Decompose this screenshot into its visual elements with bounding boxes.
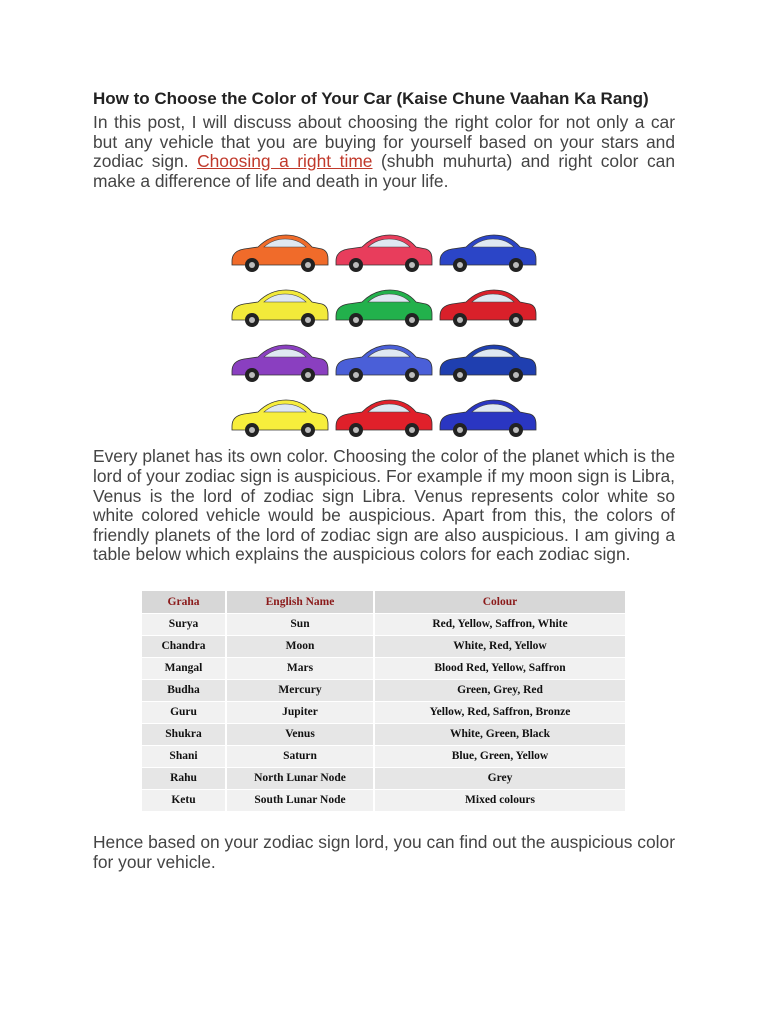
- car-icon: [232, 400, 328, 437]
- table-row: [142, 679, 625, 701]
- intro-text-start: In this post, I will discuss about choosing the right color for not only a car but any vehicle that you are buying for yourself based on your stars and zodiac sign.: [93, 112, 675, 172]
- cell-colour: Yellow, Red, Saffron, Bronze: [374, 701, 625, 723]
- car-icon: [232, 345, 328, 382]
- cell-english-name: Saturn: [226, 745, 374, 767]
- choosing-right-time-link[interactable]: Choosing a right time: [197, 151, 373, 172]
- cell-colour: Blood Red, Yellow, Saffron: [374, 657, 625, 679]
- table-row: [142, 701, 625, 723]
- cell-english-name: South Lunar Node: [226, 789, 374, 811]
- cell-colour: White, Green, Black: [374, 723, 625, 745]
- cell-english-name: Mercury: [226, 679, 374, 701]
- cell-graha: Rahu: [142, 767, 226, 789]
- cell-colour: Grey: [374, 767, 625, 789]
- table-header-row: [142, 591, 625, 614]
- cell-colour: White, Red, Yellow: [374, 635, 625, 657]
- cell-colour: Green, Grey, Red: [374, 679, 625, 701]
- cell-graha: Budha: [142, 679, 226, 701]
- cell-colour: Mixed colours: [374, 789, 625, 811]
- cell-graha: Mangal: [142, 657, 226, 679]
- table-row: [142, 745, 625, 767]
- cell-english-name: Venus: [226, 723, 374, 745]
- cell-english-name: Mars: [226, 657, 374, 679]
- car-icon: [232, 290, 328, 327]
- cell-english-name: North Lunar Node: [226, 767, 374, 789]
- header-english-name: English Name: [226, 591, 374, 614]
- cell-english-name: Sun: [226, 613, 374, 635]
- cell-graha: Shukra: [142, 723, 226, 745]
- table-row: [142, 657, 625, 679]
- car-icon: [336, 400, 432, 437]
- car-colors-image: [93, 221, 675, 443]
- table-row: [142, 613, 625, 635]
- car-icon: [440, 400, 536, 437]
- graha-colour-table: [142, 591, 625, 811]
- table-row: [142, 723, 625, 745]
- cell-colour: Blue, Green, Yellow: [374, 745, 625, 767]
- cell-graha: Shani: [142, 745, 226, 767]
- car-icon: [440, 345, 536, 382]
- cell-english-name: Moon: [226, 635, 374, 657]
- cell-colour: Red, Yellow, Saffron, White: [374, 613, 625, 635]
- header-colour: Colour: [374, 591, 625, 614]
- intro-paragraph: [93, 113, 675, 191]
- article-title: How to Choose the Color of Your Car (Kaise Chune Vaahan Ka Rang): [93, 89, 649, 108]
- cell-english-name: Jupiter: [226, 701, 374, 723]
- table-row: [142, 635, 625, 657]
- car-icon: [336, 290, 432, 327]
- closing-paragraph: Hence based on your zodiac sign lord, you can find out the auspicious color for your vehicle.: [93, 831, 675, 872]
- car-grid-illustration: [226, 221, 538, 443]
- article: [93, 88, 675, 872]
- car-icon: [336, 345, 432, 382]
- header-graha: Graha: [142, 591, 226, 614]
- table-row: [142, 767, 625, 789]
- car-icon: [336, 235, 432, 272]
- car-icon: [232, 235, 328, 272]
- car-icon: [440, 290, 536, 327]
- intro-text-end: (shubh muhurta) and right color can make a difference of life and death in your life.: [93, 151, 675, 191]
- cell-graha: Ketu: [142, 789, 226, 811]
- cell-graha: Surya: [142, 613, 226, 635]
- cell-graha: Chandra: [142, 635, 226, 657]
- table-row: [142, 789, 625, 811]
- cell-graha: Guru: [142, 701, 226, 723]
- car-icon: [440, 235, 536, 272]
- planets-paragraph: Every planet has its own color. Choosing the color of the planet which is the lord of your zodiac sign is auspicious. For example if my moon sign is Libra, Venus is the lord of zodiac sign Libra. Venus represents color white so white colored vehicle would be auspicious. Apart from this, the colors of friendly planets of the lord of zodiac sign are also auspicious. I am giving a table below which explains the auspicious colors for each zodiac sign.: [93, 446, 675, 565]
